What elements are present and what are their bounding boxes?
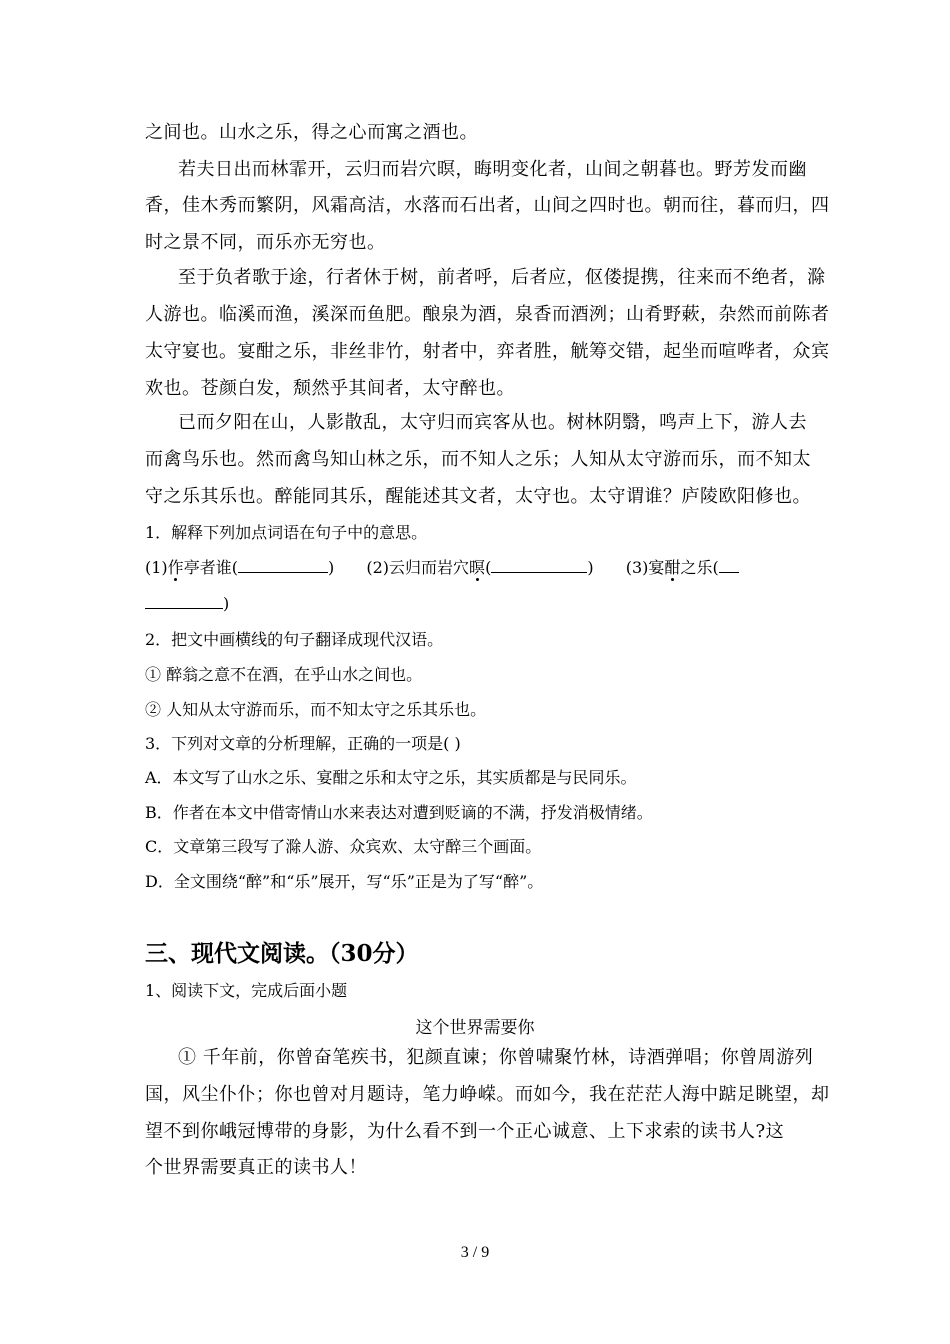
- question-2-stem: 2．把文中画横线的句子翻译成现代汉语。: [145, 630, 444, 649]
- question-3-option-d[interactable]: D．全文围绕“醉”和“乐”展开，写“乐”正是为了写“醉”。: [145, 872, 544, 891]
- page-number: 3 / 9: [460, 1244, 490, 1261]
- passage-line: 太守宴也。宴酣之乐，非丝非竹，射者中，弈者胜，觥筹交错，起坐而喧哗者，众宾: [145, 341, 830, 362]
- q1a-text: 亭者谁(: [183, 558, 238, 577]
- q1a-prefix: (1): [145, 558, 168, 577]
- q1c-dotted-word: 酣: [664, 558, 681, 577]
- section-3-heading: 三、现代文阅读。（30分）: [145, 940, 419, 967]
- q1c-text: 之乐(: [680, 558, 719, 577]
- q1c-answer-blank-end[interactable]: [145, 592, 223, 609]
- q1-item-1: [145, 558, 334, 577]
- passage-line: 守之乐其乐也。醉能同其乐，醒能述其文者，太守也。太守谓谁？庐陵欧阳修也。: [145, 486, 811, 507]
- question-2-item: ① 醉翁之意不在酒，在乎山水之间也。: [145, 665, 423, 684]
- q1b-close: ): [587, 558, 594, 577]
- question-1-stem: 1．解释下列加点词语在句子中的意思。: [145, 523, 428, 542]
- q1b-answer-blank[interactable]: [491, 556, 587, 573]
- question-2-item: ② 人知从太守游而乐，而不知太守之乐其乐也。: [145, 700, 487, 719]
- question-1-items: [145, 555, 825, 581]
- q1c-prefix: (3)宴: [625, 558, 665, 577]
- article-line: 个世界需要真正的读书人！: [145, 1157, 367, 1178]
- q1c-close: ): [223, 594, 230, 613]
- passage-line: 之间也。山水之乐，得之心而寓之酒也。: [145, 122, 478, 143]
- q1a-dotted-word: 作: [167, 558, 184, 577]
- passage-line: 香，佳木秀而繁阴，风霜高洁，水落而石出者，山间之四时也。朝而往，暮而归，四: [145, 195, 830, 216]
- q1-item-2: [366, 558, 593, 577]
- question-3-option-b[interactable]: B．作者在本文中借寄情山水来表达对遭到贬谪的不满，抒发消极情绪。: [145, 803, 653, 822]
- q1b-dotted-word: 暝: [469, 558, 486, 577]
- passage-line: 人游也。临溪而渔，溪深而鱼肥。酿泉为酒，泉香而酒洌；山肴野蔌，杂然而前陈者: [145, 304, 830, 325]
- passage-line: 时之景不同，而乐亦无穷也。: [145, 232, 386, 253]
- passage-line: 而禽鸟乐也。然而禽鸟知山林之乐，而不知人之乐；人知从太守游而乐，而不知太: [145, 449, 811, 470]
- passage-line: 至于负者歌于途，行者休于树，前者呼，后者应，伛偻提携，往来而不绝者，滁: [178, 267, 826, 288]
- q1b-prefix: (2)云归而岩穴: [366, 558, 470, 577]
- article-line: 望不到你峨冠博带的身影，为什么看不到一个正心诚意、上下求索的读书人?这: [145, 1121, 785, 1142]
- passage-line: 已而夕阳在山，人影散乱，太守归而宾客从也。树林阴翳，鸣声上下，游人去: [178, 412, 807, 433]
- q1b-text: (: [485, 558, 492, 577]
- article-title: 这个世界需要你: [415, 1018, 535, 1038]
- article-line: ① 千年前，你曾奋笔疾书，犯颜直谏；你曾啸聚竹林，诗酒弹唱；你曾周游列: [178, 1047, 814, 1068]
- q1a-answer-blank[interactable]: [238, 556, 328, 573]
- passage-line: 欢也。苍颜白发，颓然乎其间者，太守醉也。: [145, 378, 515, 399]
- question-3-option-a[interactable]: A．本文写了山水之乐、宴酣之乐和太守之乐，其实质都是与民同乐。: [145, 768, 637, 787]
- q1a-close: ): [327, 558, 335, 577]
- question-1-continuation: [145, 591, 815, 617]
- section-3-instruction: 1、阅读下文，完成后面小题: [145, 981, 348, 1000]
- q1-item-3: [626, 558, 739, 577]
- article-line: 国，风尘仆仆；你也曾对月题诗，笔力峥嵘。而如今，我在茫茫人海中踮足眺望，却: [145, 1084, 830, 1105]
- q1c-answer-blank-start[interactable]: [719, 556, 739, 573]
- question-3-option-c[interactable]: C．文章第三段写了滁人游、众宾欢、太守醉三个画面。: [145, 837, 542, 856]
- passage-line: 若夫日出而林霏开，云归而岩穴暝，晦明变化者，山间之朝暮也。野芳发而幽: [178, 159, 807, 180]
- question-3-stem: 3．下列对文章的分析理解，正确的一项是( ): [145, 734, 461, 753]
